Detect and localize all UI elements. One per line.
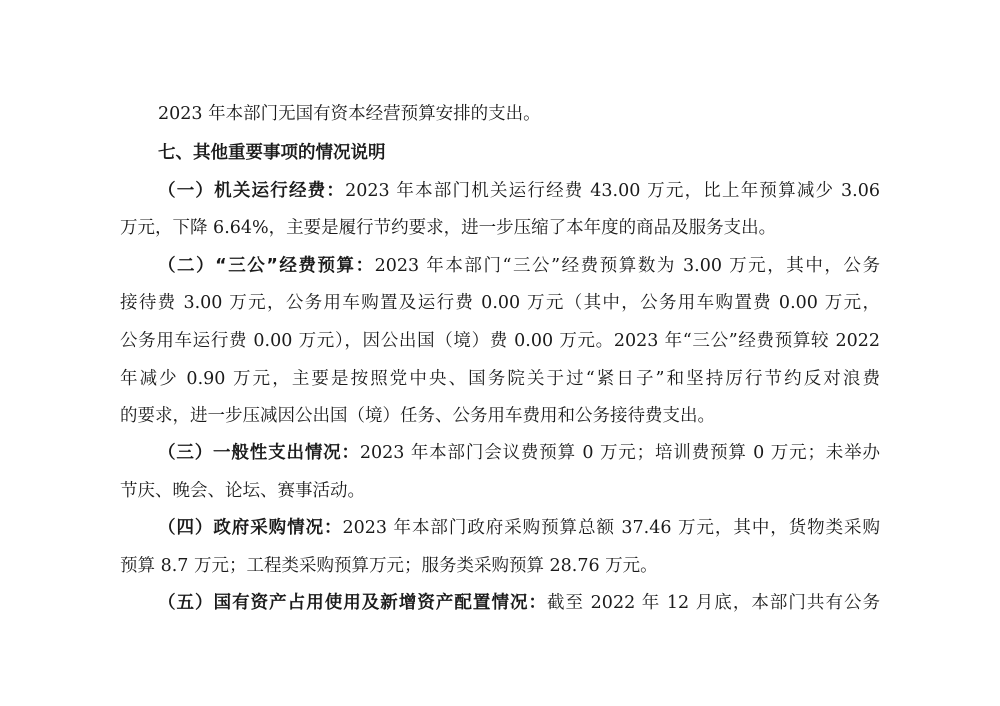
text: 2023 年本部门机关运行经费 43.00 万元，比上年预算减少 3.06 bbox=[345, 181, 880, 201]
paragraph-line: 接待费 3.00 万元，公务用车购置及运行费 0.00 万元（其中，公务用车购置费 0.00 万元， bbox=[120, 293, 880, 313]
paragraph-line: 的要求，进一步压减因公出国（境）任务、公务用车费用和公务接待费支出。 bbox=[120, 406, 715, 426]
text: 截至 2022 年 12 月底，本部门共有公务 bbox=[547, 593, 880, 613]
text: 2023 年本部门“三公”经费预算数为 3.00 万元，其中，公务 bbox=[374, 256, 880, 276]
paragraph-line: 万元，下降 6.64%，主要是履行节约要求，进一步压缩了本年度的商品及服务支出。 bbox=[120, 218, 777, 238]
item-label: （一）机关运行经费： bbox=[158, 181, 346, 201]
paragraph-line: 公务用车运行费 0.00 万元），因公出国（境）费 0.00 万元。2023 年“三公”经费预算较 2022 bbox=[120, 331, 880, 351]
item-label: （四）政府采购情况： bbox=[158, 518, 343, 538]
text: 2023 年本部门政府采购预算总额 37.46 万元，其中，货物类采购 bbox=[342, 518, 881, 538]
paragraph-line bbox=[158, 442, 880, 464]
section-heading: 七、其他重要事项的情况说明 bbox=[158, 143, 386, 163]
paragraph-line bbox=[158, 517, 880, 539]
paragraph-line: 节庆、晚会、论坛、赛事活动。 bbox=[120, 481, 365, 501]
text: 2023 年本部门会议费预算 0 万元；培训费预算 0 万元；未举办 bbox=[359, 443, 880, 463]
item-label: （三）一般性支出情况： bbox=[158, 443, 360, 463]
paragraph-line bbox=[158, 103, 880, 125]
text: 2023 年本部门无国有资本经营预算安排的支出。 bbox=[158, 104, 541, 124]
paragraph-line bbox=[158, 592, 880, 614]
paragraph-line bbox=[158, 180, 880, 202]
paragraph-line: 预算 8.7 万元；工程类采购预算万元；服务类采购预算 28.76 万元。 bbox=[120, 556, 658, 576]
item-label: （二）“三公”经费预算： bbox=[158, 256, 375, 276]
item-label: （五）国有资产占用使用及新增资产配置情况： bbox=[158, 593, 548, 613]
paragraph-line: 年减少 0.90 万元，主要是按照党中央、国务院关于过“紧日子”和坚持厉行节约反对浪费 bbox=[120, 369, 880, 389]
paragraph-line bbox=[158, 255, 880, 277]
